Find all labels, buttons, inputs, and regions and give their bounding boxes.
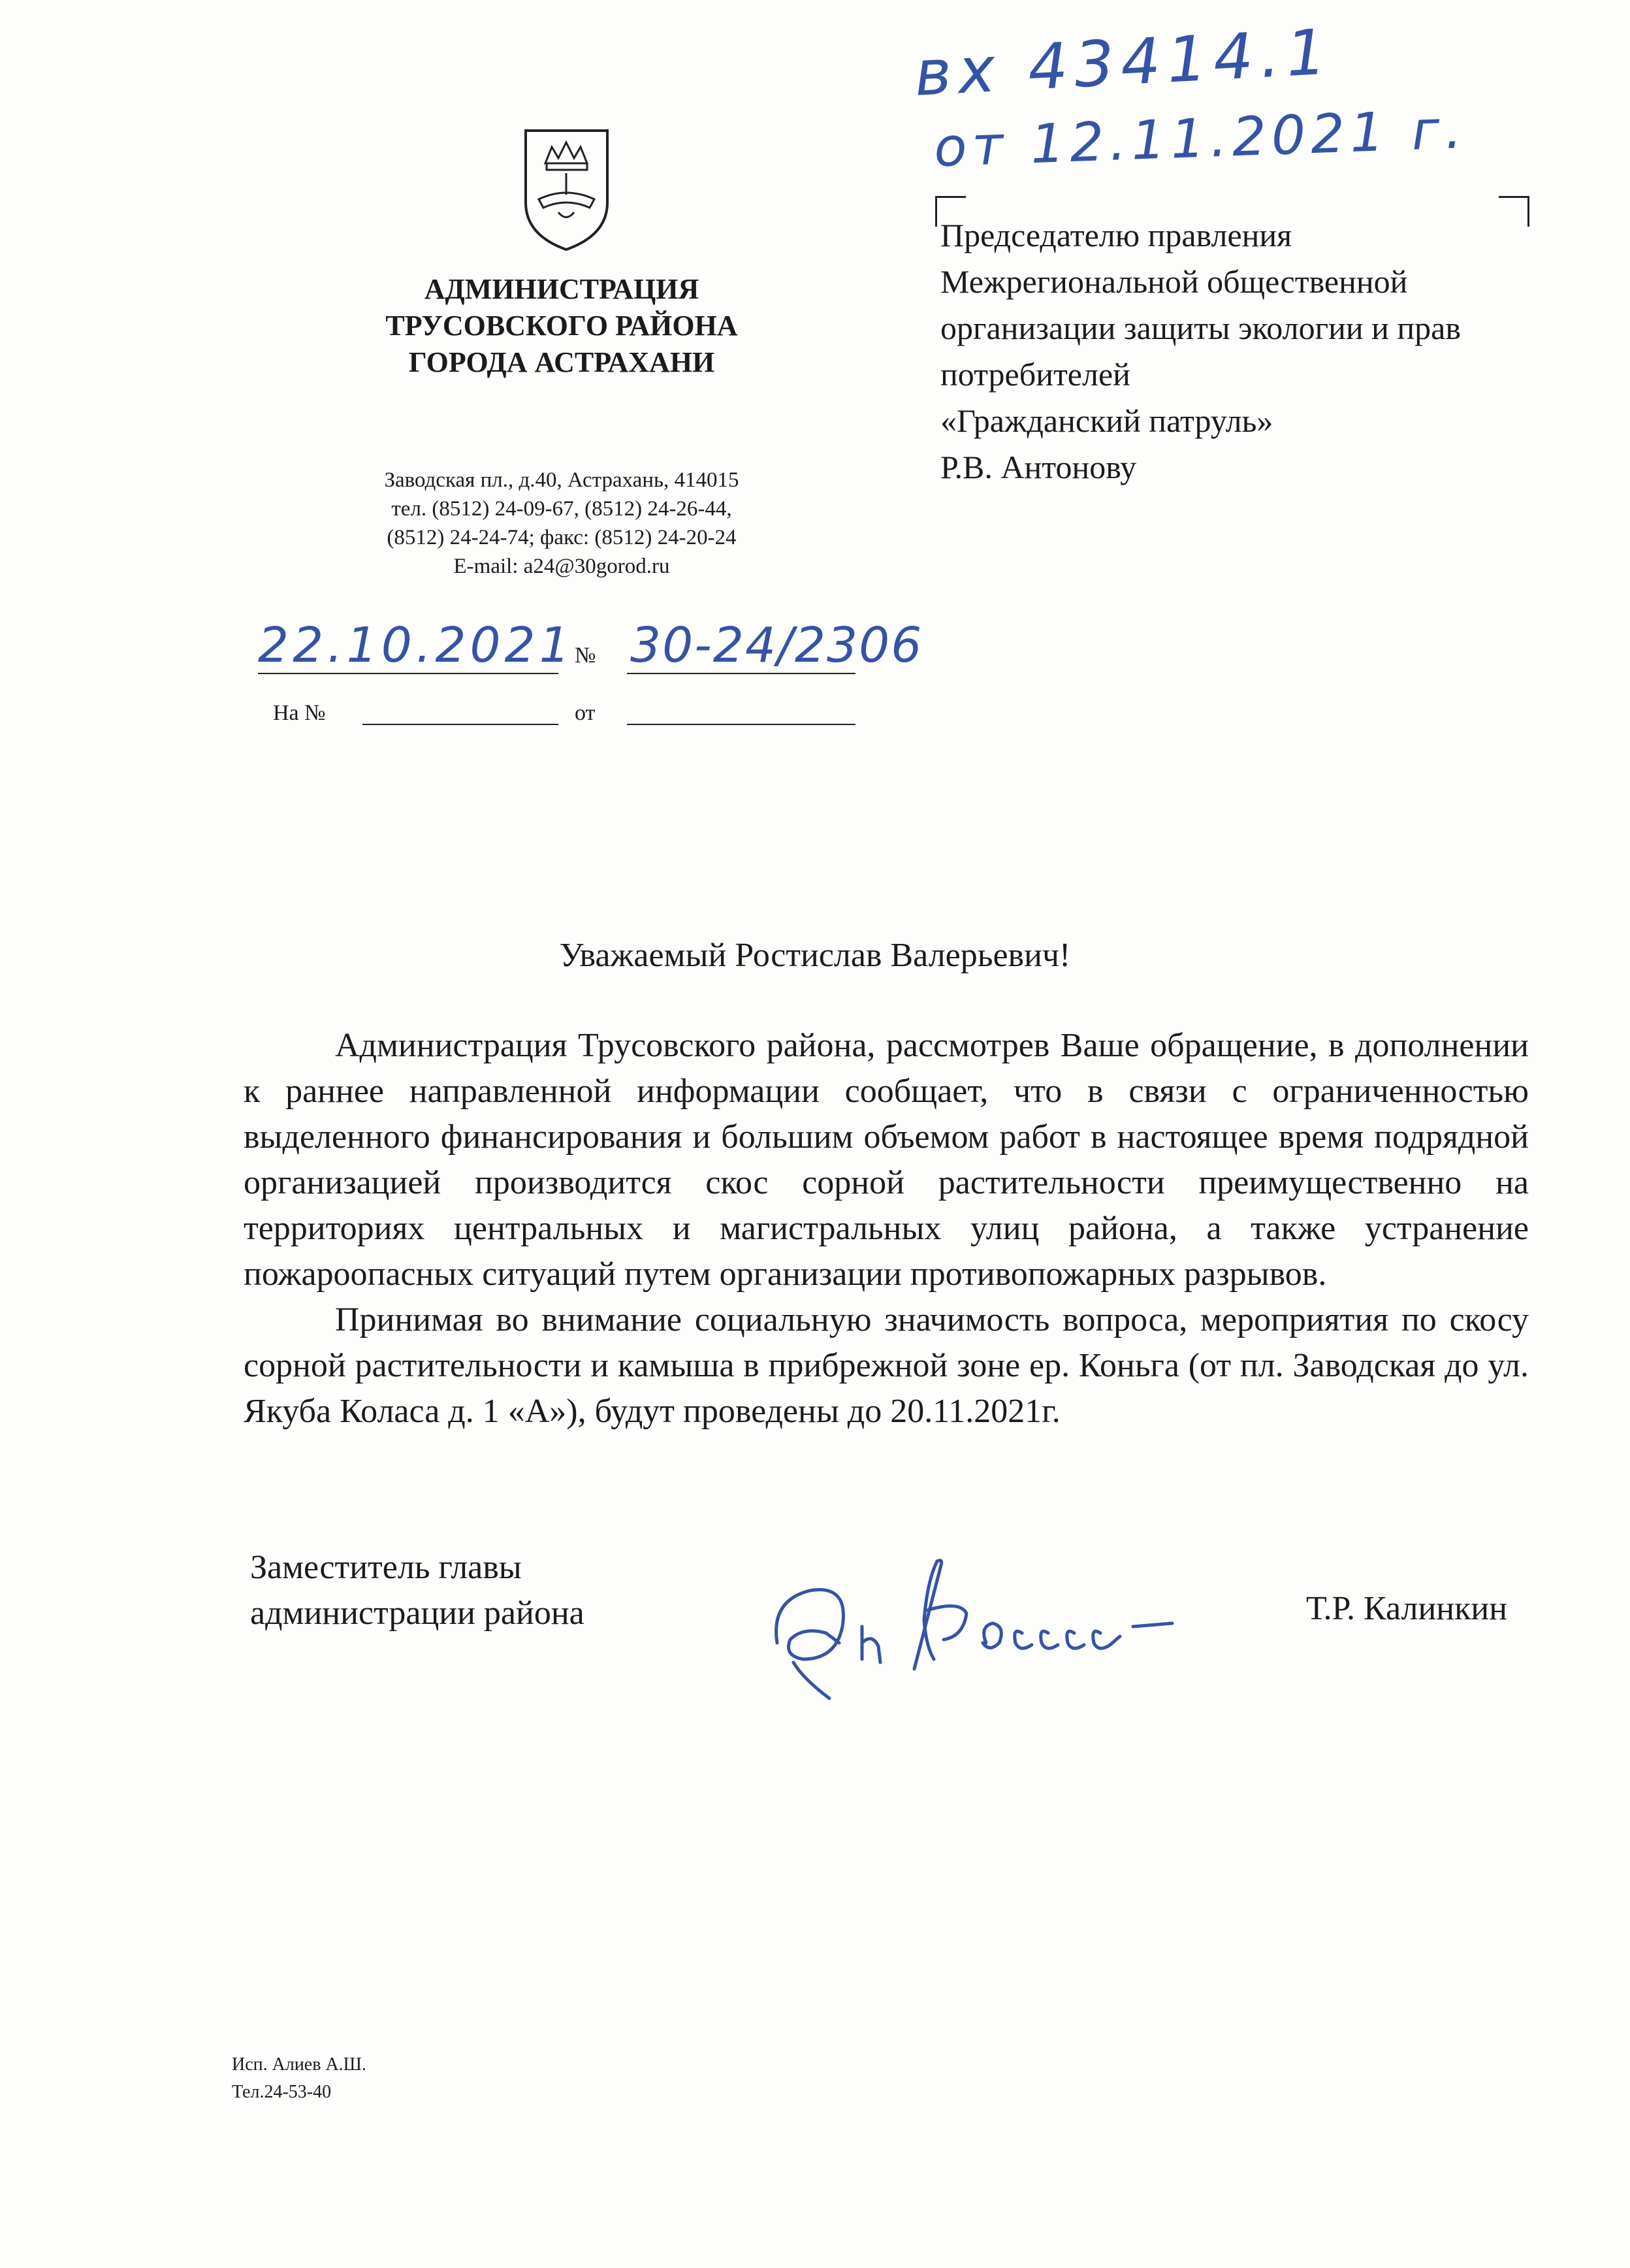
addressee-line: потребителей [940, 356, 1130, 393]
letter-body [244, 1023, 1529, 1434]
body-paragraph: Принимая во внимание социальную значимость вопроса, мероприятия по скосу сорной растительности и камыша в прибрежной зоне ер. Коньга (от пл. Заводская до ул. Якуба Коласа д. 1 «А»), будут проведены до 20.11.2021г. [244, 1301, 1529, 1430]
addressee-line: Межрегиональной общественной [940, 263, 1408, 300]
handwritten-signature [764, 1529, 1182, 1705]
body-paragraph: Администрация Трусовского района, рассмотрев Ваше обращение, в дополнении к раннее направленной информации сообщает, что в связи с ограниченностью выделенного финансирования и большим объемом работ в настоящее время подрядной организацией производится скос сорной растительности преимущественно на территориях центральных и магистральных улиц района, а также устранение пожароопасных ситуаций путем организации противопожарных разрывов. [244, 1027, 1529, 1293]
addressee-line: Р.В. Антонову [940, 449, 1137, 485]
addressee-block [940, 212, 1593, 491]
signer-name: Т.Р. Калинкин [1306, 1590, 1508, 1627]
addressee-line: Председателю правления [940, 217, 1292, 253]
salutation: Уважаемый Ростислав Валерьевич! [559, 937, 1071, 974]
contact-line: Заводская пл., д.40, Астрахань, 414015 [384, 468, 739, 492]
signer-title-line: администрации района [250, 1595, 584, 1632]
organization-name [274, 271, 849, 381]
reply-number-label: На № [273, 701, 326, 725]
reply-from-label: от [575, 701, 596, 725]
registration-number: вх 43414.1 [912, 15, 1335, 110]
signer-title [250, 1545, 584, 1636]
outgoing-date-line [258, 673, 558, 674]
executor-name: Исп. Алиев А.Ш. [232, 2054, 366, 2075]
contact-line: E-mail: a24@30gorod.ru [453, 555, 670, 578]
addressee-line: «Гражданский патруль» [940, 402, 1273, 439]
number-label: № [575, 643, 596, 668]
executor-note [232, 2051, 366, 2106]
outgoing-number: 30-24/2306 [630, 617, 923, 673]
org-line: ТРУСОВСКОГО РАЙОНА [385, 310, 738, 342]
outgoing-number-line [627, 673, 855, 674]
registration-date: от 12.11.2021 г. [933, 98, 1469, 180]
org-line: ГОРОДА АСТРАХАНИ [408, 346, 715, 378]
organization-contacts [274, 466, 849, 581]
contact-line: тел. (8512) 24-09-67, (8512) 24-26-44, [391, 497, 732, 521]
executor-phone: Тел.24-53-40 [232, 2082, 332, 2102]
signer-title-line: Заместитель главы [250, 1549, 522, 1586]
contact-line: (8512) 24-24-74; факс: (8512) 24-20-24 [387, 526, 737, 549]
outgoing-date: 22.10.2021 [258, 617, 574, 673]
addressee-line: организации защиты экологии и прав [940, 310, 1461, 346]
coat-of-arms-icon [519, 124, 614, 255]
reply-number-line [362, 724, 558, 725]
reply-date-line [627, 724, 855, 725]
org-line: АДМИНИСТРАЦИЯ [424, 273, 699, 305]
